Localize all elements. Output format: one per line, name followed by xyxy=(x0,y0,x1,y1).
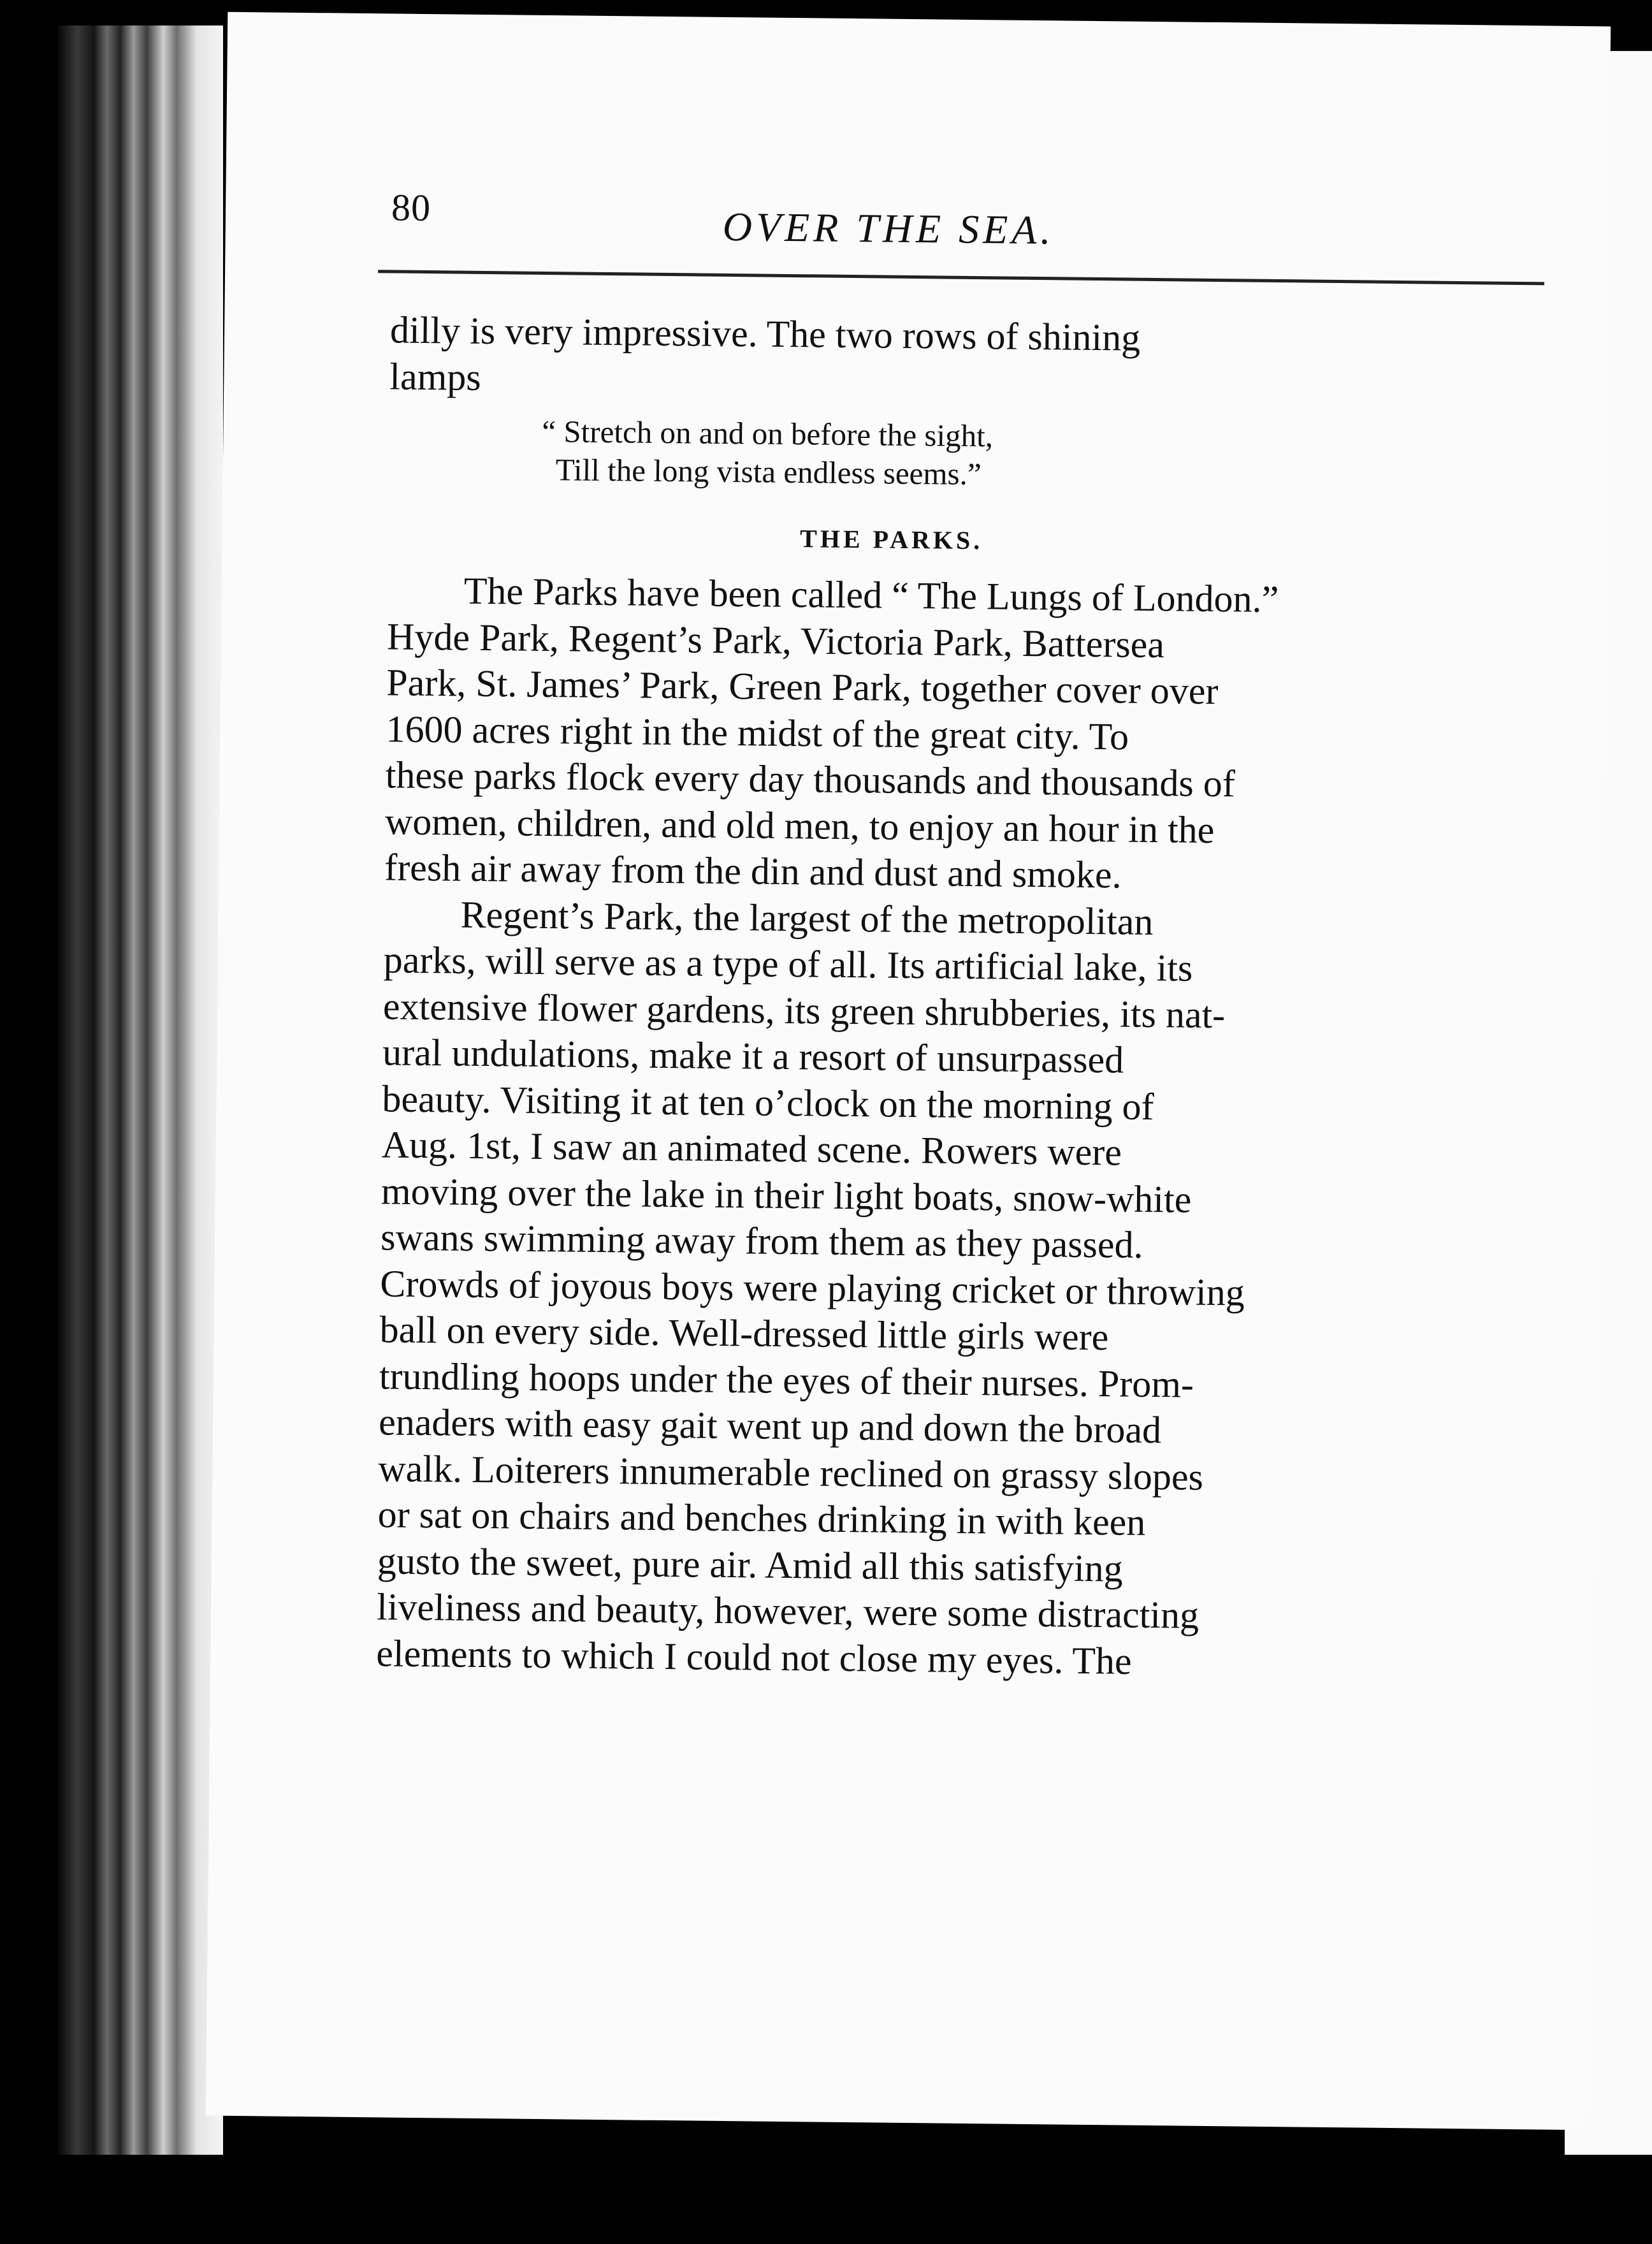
text-line: fresh air away from the din and dust and smoke. xyxy=(384,846,1122,896)
text-line: liveliness and beauty, however, were some distracting xyxy=(376,1585,1199,1636)
text-line: gusto the sweet, pure air. Amid all this satisfying xyxy=(377,1539,1124,1590)
page-number: 80 xyxy=(391,186,431,229)
text-line: Park, St. James’ Park, Green Park, together cover over xyxy=(386,661,1219,713)
text-line: women, children, and old men, to enjoy an hour in the xyxy=(384,799,1215,851)
text-line: walk. Loiterers innumerable reclined on grassy slopes xyxy=(378,1446,1204,1498)
text-line: Regent’s Park, the largest of the metropolitan xyxy=(460,893,1154,943)
text-line: ural undulations, make it a resort of unsurpassed xyxy=(382,1031,1124,1081)
text-line: enaders with easy gait went up and down the broad xyxy=(378,1401,1162,1452)
text-line: or sat on chairs and benches drinking in with keen xyxy=(377,1493,1146,1543)
text-line: Crowds of joyous boys were playing cricket or throwing xyxy=(380,1262,1245,1314)
text-line: dilly is very impressive. The two rows of shining xyxy=(389,309,1141,359)
book-page xyxy=(206,12,1611,2131)
text-line: 1600 acres right in the midst of the great city. To xyxy=(386,707,1129,758)
quote-line: Till the long vista endless seems.” xyxy=(555,452,982,492)
text-line: lamps xyxy=(389,354,482,398)
paragraph-regents-park xyxy=(376,891,1391,1687)
text-line: The Parks have been called “ The Lungs of London.” xyxy=(463,569,1279,621)
text-line: beauty. Visiting it at ten o’clock on the morning of xyxy=(382,1077,1154,1128)
text-line: moving over the lake in their light boats, snow-white xyxy=(380,1169,1192,1221)
opening-text xyxy=(389,307,1397,410)
running-head xyxy=(391,166,1615,268)
header-rule xyxy=(378,270,1544,285)
text-line: swans swimming away from them as they passed. xyxy=(380,1216,1143,1266)
text-line: trundling hoops under the eyes of their nurses. Prom- xyxy=(379,1354,1194,1406)
running-title: OVER THE SEA. xyxy=(722,203,1055,253)
paragraph-parks xyxy=(384,567,1395,901)
page-content xyxy=(376,166,1616,1689)
quote-line: “ Stretch on and on before the sight, xyxy=(542,413,994,454)
text-line: these parks flock every day thousands and thousands of xyxy=(385,754,1236,805)
text-line: Hyde Park, Regent’s Park, Victoria Park, Battersea xyxy=(386,615,1165,666)
book-page-edges xyxy=(57,26,223,2155)
text-line: elements to which I could not close my eyes. The xyxy=(376,1631,1132,1682)
section-heading: THE PARKS. xyxy=(799,524,983,555)
text-line: ball on every side. Well-dressed little girls were xyxy=(379,1308,1109,1359)
text-line: parks, will serve as a type of all. Its artificial lake, its xyxy=(383,938,1193,989)
text-line: Aug. 1st, I saw an animated scene. Rowers were xyxy=(381,1123,1122,1174)
text-line: extensive flower gardens, its green shrubberies, its nat- xyxy=(382,984,1226,1036)
verse-quote xyxy=(542,412,1275,497)
